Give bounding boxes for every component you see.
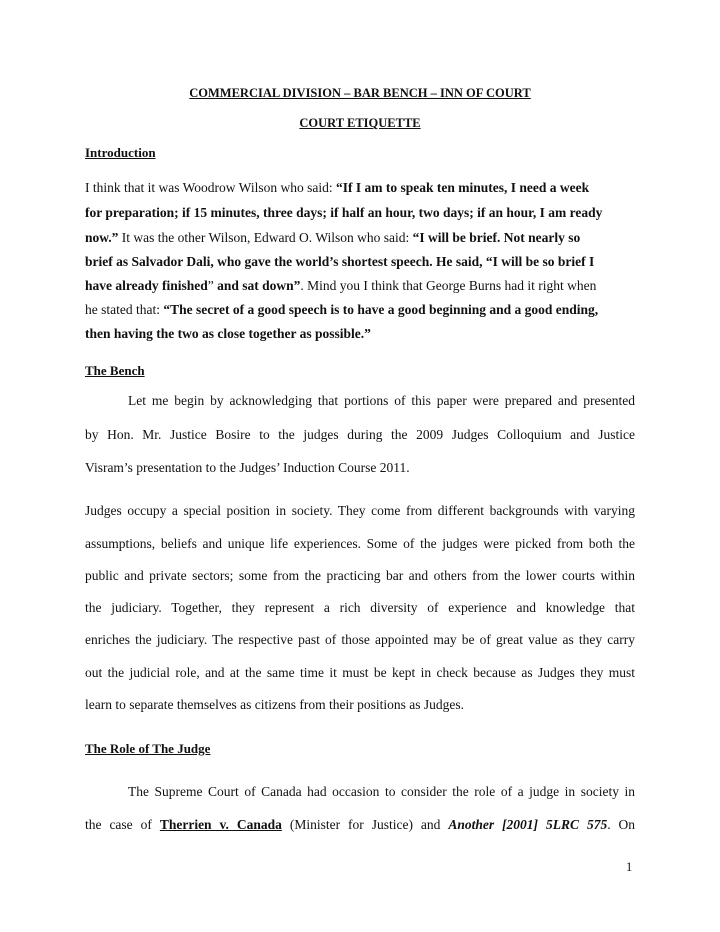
bench-p2-line-5: enriches the judiciary. The respective past of those appointed may be of great value as they carry — [85, 632, 635, 647]
bench-p2-line-1: Judges occupy a special position in society. They come from different backgrounds with varying — [85, 503, 635, 518]
intro-line-1 — [85, 180, 635, 196]
case-reference: Another [2001] 5LRC 575 — [448, 817, 608, 832]
text-run: . On — [607, 817, 636, 832]
bench-p1-line-1: Let me begin by acknowledging that portions of this paper were prepared and presented — [128, 393, 635, 408]
bench-p2-line-7: learn to separate themselves as citizens from their positions as Judges. — [85, 697, 465, 712]
text-run: (Minister for Justice) and — [289, 817, 449, 832]
quote-run: now.” — [85, 230, 119, 245]
document-header: COMMERCIAL DIVISION – BAR BENCH – INN OF COURT — [189, 86, 531, 100]
role-line-2 — [85, 817, 635, 833]
bench-p1-line-3: Visram’s presentation to the Judges’ Induction Course 2011. — [85, 460, 410, 475]
page-number: 1 — [626, 860, 633, 874]
intro-line-4 — [85, 254, 635, 270]
text-run: the case of — [85, 817, 160, 832]
quote-run: and sat down” — [217, 278, 301, 293]
quote-run: “If I am to speak ten minutes, I need a week — [335, 180, 590, 195]
quote-run: have already finished — [85, 278, 208, 293]
bench-p1-line-2: by Hon. Mr. Justice Bosire to the judges during the 2009 Judges Colloquium and Justice — [85, 427, 635, 442]
case-citation: Therrien v. Canada — [159, 817, 282, 832]
intro-line-5 — [85, 278, 635, 294]
document-subtitle: COURT ETIQUETTE — [299, 116, 421, 130]
section-heading-role: The Role of The Judge — [85, 741, 211, 756]
quote-run: brief as Salvador Dali, who gave the world’s shortest speech. He said, “I will be so brief I — [85, 254, 595, 269]
intro-line-6 — [85, 302, 635, 318]
role-line-1: The Supreme Court of Canada had occasion to consider the role of a judge in society in — [128, 784, 635, 799]
section-heading-introduction: Introduction — [85, 145, 156, 160]
text-run: I think that it was Woodrow Wilson who said: — [85, 180, 336, 195]
bench-p2-line-6: out the judicial role, and at the same time it must be kept in check because as Judges they must — [85, 665, 635, 680]
text-run: . Mind you I think that George Burns had it right when — [300, 278, 597, 293]
bench-p2-line-2: assumptions, beliefs and unique life experiences. Some of the judges were picked from both the — [85, 536, 635, 551]
bench-p2-line-3: public and private sectors; some from the practicing bar and others from the lower courts within — [85, 568, 635, 583]
intro-line-7 — [85, 326, 635, 342]
quote-run: for preparation; if 15 minutes, three days; if half an hour, two days; if an hour, I am ready — [85, 205, 603, 220]
quote-run: then having the two as close together as possible.” — [85, 326, 371, 341]
text-run: It was the other Wilson, Edward O. Wilson who said: — [118, 230, 413, 245]
quote-run: “The secret of a good speech is to have a good beginning and a good ending, — [163, 302, 599, 317]
intro-line-3 — [85, 230, 635, 246]
bench-p2-line-4: the judiciary. Together, they represent a rich diversity of experience and knowledge that — [85, 600, 635, 615]
quote-run: “I will be brief. Not nearly so — [412, 230, 581, 245]
intro-line-2 — [85, 205, 635, 221]
text-run: ” — [207, 278, 218, 293]
text-run: he stated that: — [85, 302, 164, 317]
section-heading-bench: The Bench — [85, 363, 145, 378]
